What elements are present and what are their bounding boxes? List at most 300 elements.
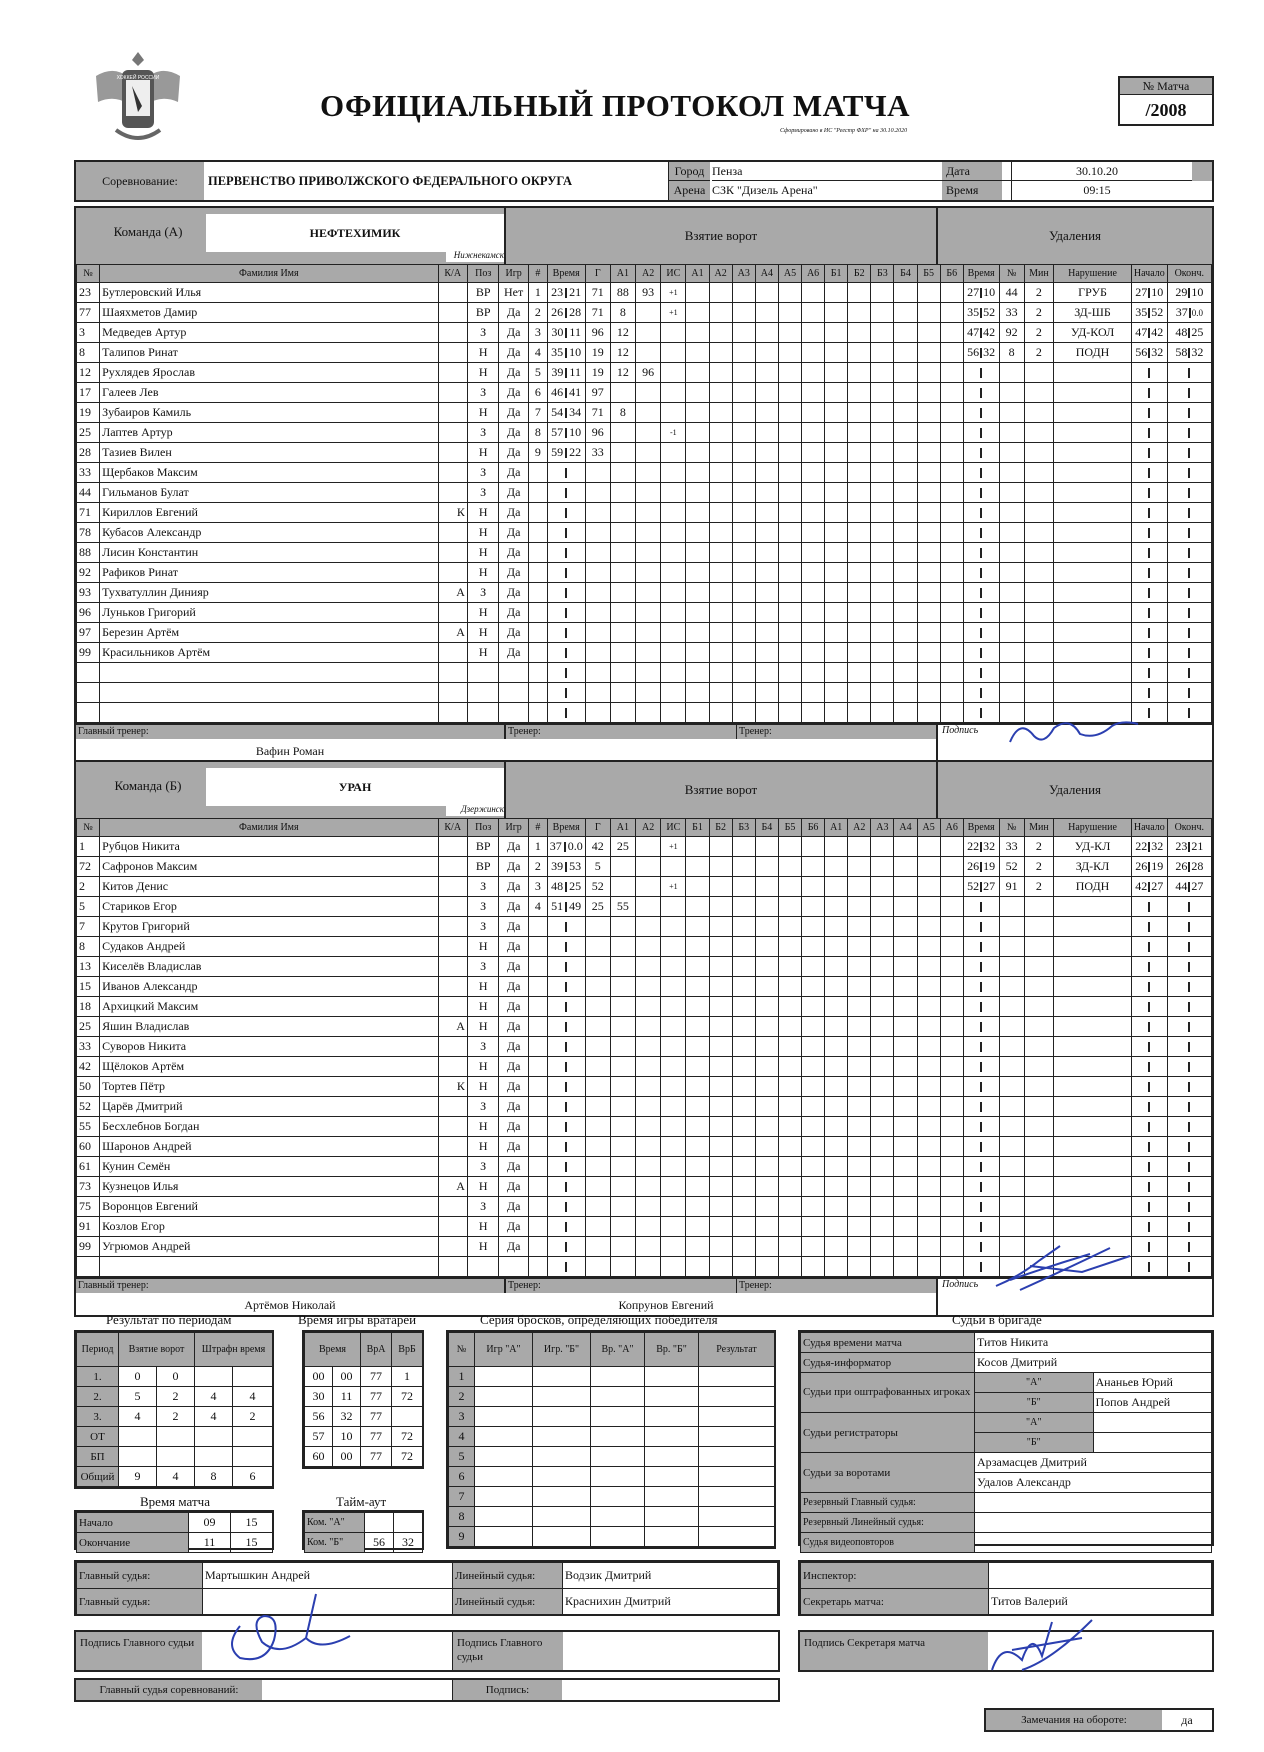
goal-cell — [547, 523, 585, 543]
team_a-header — [76, 208, 1212, 264]
onice-cell — [686, 917, 709, 937]
player-pos: Н — [467, 523, 499, 543]
time-separator — [565, 1122, 567, 1132]
penalty-field — [999, 1077, 1024, 1097]
onice-cell — [732, 1257, 755, 1277]
period-value — [157, 1427, 195, 1447]
time-separator — [980, 468, 982, 478]
onice-cell — [940, 663, 963, 683]
col-onice: Б2 — [709, 819, 732, 837]
penalty-field — [1054, 403, 1132, 423]
goal-cell: +1 — [661, 837, 686, 857]
player-plays: Да — [499, 957, 528, 977]
onice-cell — [686, 877, 709, 897]
table-row — [77, 563, 1212, 583]
player-num: 52 — [77, 1097, 100, 1117]
goal-cell — [528, 463, 547, 483]
goal-cell — [547, 563, 585, 583]
onice-cell — [917, 683, 940, 703]
match-time-title: Время матча — [140, 1494, 210, 1509]
shootout-cell — [645, 1367, 699, 1387]
penalty-field — [999, 897, 1024, 917]
period-value: 2 — [233, 1407, 273, 1427]
goals-col-label: Взятие ворот — [119, 1333, 195, 1367]
pt-min: 47 — [1135, 325, 1148, 339]
time-separator — [980, 1082, 982, 1092]
penalty-min: 26 — [967, 859, 980, 873]
onice-cell — [778, 1257, 801, 1277]
time-separator — [565, 1182, 567, 1192]
player-name — [100, 1257, 438, 1277]
col-onice: А5 — [778, 265, 801, 283]
shootout-cell — [591, 1507, 645, 1527]
onice-cell — [778, 423, 801, 443]
goal-cell — [661, 1157, 686, 1177]
penalty-min: 56 — [967, 345, 980, 359]
penalty-period-time — [1167, 837, 1211, 857]
onice-cell — [871, 403, 894, 423]
time-separator — [1148, 628, 1150, 638]
table-row — [77, 1157, 1212, 1177]
onice-cell — [686, 703, 709, 723]
penalties-title: Удаления — [936, 762, 1212, 818]
onice-cell — [709, 1177, 732, 1197]
onice-cell — [755, 283, 778, 303]
time-separator — [1188, 588, 1190, 598]
pt-min: 58 — [1175, 345, 1188, 359]
onice-cell — [894, 1177, 917, 1197]
time-separator — [980, 568, 982, 578]
goal-cell — [636, 683, 661, 703]
goal-cell — [610, 423, 635, 443]
pt-sec: 0.0 — [1191, 308, 1203, 318]
onice-cell — [940, 997, 963, 1017]
onice-cell — [871, 603, 894, 623]
goal-cell — [636, 623, 661, 643]
time-separator — [1188, 628, 1190, 638]
time-separator — [1188, 448, 1190, 458]
penalty-period-time — [1167, 623, 1211, 643]
player-ka — [438, 703, 467, 723]
time-separator — [565, 308, 567, 318]
onice-cell — [894, 503, 917, 523]
onice-cell — [894, 857, 917, 877]
goal-sec: 10 — [569, 425, 582, 439]
goal-cell — [585, 1237, 610, 1257]
onice-cell — [709, 1117, 732, 1137]
penalty-field — [1054, 1177, 1132, 1197]
onice-cell — [732, 443, 755, 463]
onice-cell — [848, 1237, 871, 1257]
time-separator — [980, 388, 982, 398]
penalty-period-time — [1167, 343, 1211, 363]
time-separator — [1188, 508, 1190, 518]
penalty-time — [963, 463, 999, 483]
onice-cell — [894, 483, 917, 503]
time-separator — [565, 328, 567, 338]
goal-sec: 0.0 — [567, 839, 583, 853]
onice-cell — [732, 937, 755, 957]
player-name — [100, 703, 438, 723]
onice-cell — [802, 323, 825, 343]
onice-cell — [940, 623, 963, 643]
goal-cell — [547, 363, 585, 383]
col-p_end: Оконч. — [1167, 819, 1211, 837]
player-pos: З — [467, 917, 499, 937]
onice-cell — [732, 1117, 755, 1137]
penalty-field — [1024, 1117, 1053, 1137]
penalty-period-time — [1167, 1017, 1211, 1037]
col-onice: Б6 — [802, 819, 825, 837]
time-separator — [1188, 942, 1190, 952]
player-ka — [438, 643, 467, 663]
shootout-row — [449, 1467, 775, 1487]
col-onice: А3 — [732, 265, 755, 283]
player-plays: Да — [499, 323, 528, 343]
onice-cell — [802, 703, 825, 723]
onice-cell — [825, 917, 848, 937]
onice-cell — [825, 463, 848, 483]
time-separator — [565, 488, 567, 498]
onice-cell — [894, 837, 917, 857]
penalty-field — [1024, 1037, 1053, 1057]
onice-cell — [871, 643, 894, 663]
onice-cell — [686, 423, 709, 443]
onice-cell — [755, 1217, 778, 1237]
onice-cell — [755, 423, 778, 443]
penalty-time — [963, 403, 999, 423]
onice-cell — [778, 1017, 801, 1037]
onice-cell — [709, 1157, 732, 1177]
onice-cell — [894, 1037, 917, 1057]
coach-label-1: Тренер: — [504, 1279, 736, 1293]
onice-cell — [940, 283, 963, 303]
penalty-period-time — [1167, 1137, 1211, 1157]
goalie-value: 72 — [392, 1447, 423, 1467]
shootout-cell — [645, 1447, 699, 1467]
col-p_viol: Нарушение — [1054, 265, 1132, 283]
penalty-field — [999, 937, 1024, 957]
player-name: Киселёв Владислав — [100, 957, 438, 977]
goal-cell — [661, 363, 686, 383]
onice-cell — [802, 1077, 825, 1097]
time-separator — [1189, 308, 1191, 318]
onice-cell — [778, 1137, 801, 1157]
onice-cell — [871, 1137, 894, 1157]
onice-cell — [894, 937, 917, 957]
shootout-num: 5 — [449, 1447, 475, 1467]
period-label: 1. — [77, 1367, 119, 1387]
onice-cell — [848, 443, 871, 463]
period-col-label: Период — [77, 1333, 119, 1367]
time-separator — [1188, 288, 1190, 298]
player-num: 60 — [77, 1137, 100, 1157]
time-separator — [980, 1202, 982, 1212]
onice-cell — [778, 483, 801, 503]
player-pos: ВР — [467, 857, 499, 877]
onice-cell — [917, 403, 940, 423]
onice-cell — [917, 423, 940, 443]
pt-min: 27 — [1135, 285, 1148, 299]
onice-cell — [894, 363, 917, 383]
onice-cell — [732, 583, 755, 603]
penalty-period-time — [1131, 1197, 1167, 1217]
player-plays — [499, 1257, 528, 1277]
onice-cell — [940, 1017, 963, 1037]
onice-cell — [894, 877, 917, 897]
goal-cell — [547, 897, 585, 917]
penalty-period-time — [1167, 1097, 1211, 1117]
time-separator — [565, 348, 567, 358]
penalty-field — [1054, 1137, 1132, 1157]
registrar-b-tag: "Б" — [975, 1433, 1094, 1453]
goal-judge-1: Арзамасцев Дмитрий — [975, 1453, 1212, 1473]
time-separator — [565, 922, 567, 932]
onice-cell — [848, 1157, 871, 1177]
player-pos — [467, 683, 499, 703]
shootout-cell — [645, 1387, 699, 1407]
penalty-time — [963, 283, 999, 303]
penalty-min: 47 — [967, 325, 980, 339]
onice-cell — [686, 1117, 709, 1137]
match-end-label: Окончание — [77, 1533, 189, 1553]
penalty-field — [999, 1217, 1024, 1237]
onice-cell — [917, 1017, 940, 1037]
onice-cell — [732, 1037, 755, 1057]
onice-cell — [871, 1217, 894, 1237]
time-separator — [1188, 1082, 1190, 1092]
period-label: БП — [77, 1447, 119, 1467]
pt-min: 48 — [1175, 325, 1188, 339]
onice-cell — [940, 343, 963, 363]
team-name: УРАН — [206, 768, 504, 806]
onice-cell — [732, 1177, 755, 1197]
time-separator — [565, 508, 567, 518]
shootout-cell — [591, 1387, 645, 1407]
onice-cell — [709, 403, 732, 423]
goal-cell: 19 — [585, 363, 610, 383]
time-separator — [565, 1022, 567, 1032]
shootout-row — [449, 1487, 775, 1507]
head-coach-label: Главный тренер: — [76, 1279, 504, 1293]
shootout-cell — [475, 1467, 533, 1487]
penalty-field — [999, 403, 1024, 423]
coach-name: Копрунов Евгений — [618, 1298, 714, 1312]
penalty-period-time — [1167, 1237, 1211, 1257]
player-pos: Н — [467, 363, 499, 383]
shootout-num: 3 — [449, 1407, 475, 1427]
penalty-period-time — [1131, 1057, 1167, 1077]
goal-cell: 71 — [585, 283, 610, 303]
onice-cell — [871, 703, 894, 723]
onice-cell — [778, 1197, 801, 1217]
time-separator — [565, 1242, 567, 1252]
player-ka — [438, 1257, 467, 1277]
penalty-period-time — [1167, 663, 1211, 683]
penalty-field — [999, 503, 1024, 523]
onice-cell — [778, 877, 801, 897]
player-num: 33 — [77, 1037, 100, 1057]
period-value — [233, 1427, 273, 1447]
goal-cell: 6 — [528, 383, 547, 403]
goal-cell — [610, 503, 635, 523]
onice-cell — [940, 1037, 963, 1057]
onice-cell — [871, 563, 894, 583]
player-name: Кунин Семён — [100, 1157, 438, 1177]
onice-cell — [709, 897, 732, 917]
goal-cell — [636, 997, 661, 1017]
goal-cell — [528, 523, 547, 543]
shootout-cell — [645, 1467, 699, 1487]
onice-cell — [755, 937, 778, 957]
goal-cell — [610, 1097, 635, 1117]
coach-label-2: Тренер: — [736, 1279, 936, 1293]
shootout-cell — [533, 1407, 591, 1427]
onice-cell — [917, 603, 940, 623]
penalty-field — [1024, 1217, 1053, 1237]
penalty-time — [963, 957, 999, 977]
goal-cell: +1 — [661, 303, 686, 323]
penalty-field — [1054, 917, 1132, 937]
goal-cell — [661, 583, 686, 603]
goal-cell — [661, 323, 686, 343]
time-separator — [980, 488, 982, 498]
reserve-main-label: Резервный Главный судья: — [801, 1493, 975, 1513]
penalty-field — [1054, 623, 1132, 643]
time-separator — [980, 1242, 982, 1252]
onice-cell — [894, 463, 917, 483]
time-separator — [565, 688, 567, 698]
penalty-field — [1024, 917, 1053, 937]
goal-cell — [636, 443, 661, 463]
goal-cell — [636, 1157, 661, 1177]
head-coach-name: Артёмов Николай — [244, 1298, 336, 1312]
onice-cell — [778, 363, 801, 383]
col-ka: К/А — [438, 819, 467, 837]
time-separator — [1148, 388, 1150, 398]
penalty-time — [963, 483, 999, 503]
onice-cell — [802, 563, 825, 583]
time-separator — [980, 448, 982, 458]
goal-min: 35 — [551, 345, 564, 359]
onice-cell — [871, 977, 894, 997]
onice-cell — [709, 543, 732, 563]
onice-cell — [755, 383, 778, 403]
player-name: Лисин Константин — [100, 543, 438, 563]
onice-cell — [709, 1137, 732, 1157]
goal-cell — [585, 1197, 610, 1217]
player-pos: Н — [467, 443, 499, 463]
time-separator — [1188, 548, 1190, 558]
time-separator — [565, 1262, 567, 1272]
goal-min: 39 — [551, 859, 564, 873]
col-onice: Б5 — [778, 819, 801, 837]
pt-sec: 19 — [1151, 859, 1164, 873]
time-separator — [565, 962, 567, 972]
goal-cell — [528, 603, 547, 623]
onice-cell — [894, 1157, 917, 1177]
player-num: 92 — [77, 563, 100, 583]
onice-cell — [917, 1037, 940, 1057]
player-ka — [438, 683, 467, 703]
player-name: Тухватуллин Динияр — [100, 583, 438, 603]
goal-cell — [585, 583, 610, 603]
goal-cell — [661, 1117, 686, 1137]
onice-cell — [917, 1097, 940, 1117]
penalty-field — [1054, 1097, 1132, 1117]
goalie-value: 77 — [361, 1427, 392, 1447]
goal-cell: 25 — [610, 837, 635, 857]
goal-cell: 25 — [585, 897, 610, 917]
goalie-value: 11 — [333, 1387, 361, 1407]
col-onice: Б4 — [894, 265, 917, 283]
onice-cell — [848, 1117, 871, 1137]
goal-cell: -1 — [661, 423, 686, 443]
col-g_is: ИС — [661, 265, 686, 283]
penalty-field — [1024, 977, 1053, 997]
shootout-num: 1 — [449, 1367, 475, 1387]
penalty-time — [963, 603, 999, 623]
period-value: 4 — [233, 1387, 273, 1407]
onice-cell — [871, 583, 894, 603]
shootout-cell — [699, 1407, 775, 1427]
onice-cell — [732, 483, 755, 503]
shootout-cell — [591, 1367, 645, 1387]
pt-sec: 27 — [1191, 879, 1204, 893]
penalty-time — [963, 543, 999, 563]
player-ka — [438, 837, 467, 857]
sign-main-label-1: Подпись Главного судьи — [76, 1632, 202, 1670]
goal-cell — [547, 383, 585, 403]
penalty-field — [1024, 443, 1053, 463]
penalty-min: 52 — [967, 879, 980, 893]
penalty-field: 2 — [1024, 323, 1053, 343]
goal-cell — [547, 1117, 585, 1137]
goal-cell — [610, 463, 635, 483]
player-ka — [438, 1117, 467, 1137]
penalty-period-time — [1167, 563, 1211, 583]
onice-cell — [686, 857, 709, 877]
player-num: 50 — [77, 1077, 100, 1097]
player-num: 28 — [77, 443, 100, 463]
onice-cell — [709, 463, 732, 483]
timeout-title: Тайм-аут — [336, 1494, 387, 1509]
player-num: 2 — [77, 877, 100, 897]
player-plays: Да — [499, 463, 528, 483]
col-p_min: Мин — [1024, 265, 1053, 283]
penalty-field — [999, 363, 1024, 383]
onice-cell — [848, 363, 871, 383]
penalty-time — [963, 977, 999, 997]
shootout-cell — [699, 1507, 775, 1527]
onice-cell — [732, 383, 755, 403]
penalty-time — [963, 563, 999, 583]
shootout-cell — [533, 1507, 591, 1527]
onice-cell — [848, 1197, 871, 1217]
player-name: Сафронов Максим — [100, 857, 438, 877]
onice-cell — [732, 1097, 755, 1117]
col-onice: Б3 — [871, 265, 894, 283]
penalty-period-time — [1167, 937, 1211, 957]
player-name: Стариков Егор — [100, 897, 438, 917]
onice-cell — [894, 623, 917, 643]
table-row — [77, 403, 1212, 423]
player-name: Суворов Никита — [100, 1037, 438, 1057]
shootout-cell — [699, 1447, 775, 1467]
time-separator — [1148, 902, 1150, 912]
penalty-field — [1054, 603, 1132, 623]
onice-cell — [778, 1057, 801, 1077]
